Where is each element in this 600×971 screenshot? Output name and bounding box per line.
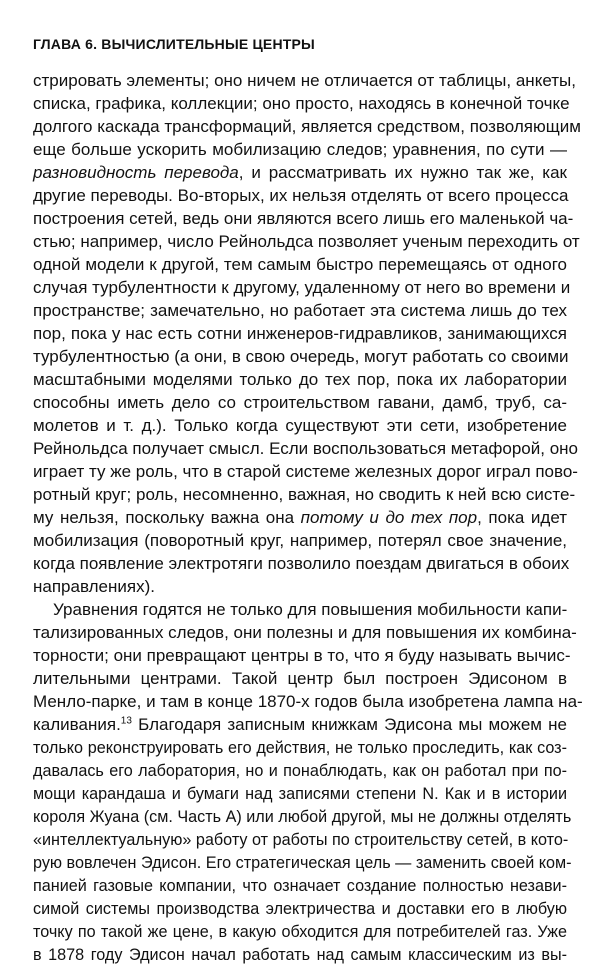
text-line: когда появление электротяги позволило поездам двигаться в обоих [33,554,570,573]
text-line: только реконструировать его действия, не только проследить, как соз- [33,739,567,757]
text-span: му нельзя, поскольку важна она [33,508,301,527]
text-line [33,714,567,736]
text-line: пор, пока у нас есть сотни инженеров-гидравликов, занимающихся [33,324,567,343]
text-line: масштабными моделями только до тех пор, пока их лаборатории [33,370,567,389]
text-line: случая турбулентности к другому, удаленному от него во времени и [33,278,571,297]
text-line: мощи карандаша и бумаги над записями степени N. Как и в истории [33,785,567,803]
text-line: лительными центрами. Такой центр был построен Эдисоном в [33,669,567,688]
italic-phrase: потому и до тех пор [300,508,478,527]
text-line: пространстве; замечательно, но работает эта система лишь до тех [33,301,567,320]
text-line: другие переводы. Во-вторых, их нельзя отделять от всего процесса [33,186,569,205]
text-line: в 1878 году Эдисон начал работать над самым классическим из вы- [33,946,567,964]
text-line: молетов и т. д.). Только когда существуют эти сети, изобретение [33,416,567,435]
text-line [33,162,567,184]
text-span: Благодаря записным книжкам Эдисона мы можем не [131,715,567,734]
text-line: короля Жуана (см. Часть А) или любой другой, мы не должны отделять [33,808,572,826]
text-span: , и рассматривать их нужно так же, как [238,163,567,182]
text-line: тализированных следов, они полезны и для повышения их комбина- [33,623,577,642]
text-line: точку по такой же цене, в какую обходится для потребителей газ. Уже [33,923,567,941]
text-line: торности; они превращают центры в то, что я буду называть вычис- [33,646,571,665]
text-line: Рейнольдса получает смысл. Если воспользоваться метафорой, оно [33,439,578,458]
text-line: Уравнения годятся не только для повышения мобильности капи- [53,600,568,619]
text-line: турбулентностью (а они, в свою очередь, могут работать со своими [33,347,569,366]
text-line: одной модели к другой, тем самым быстро перемещаясь от одного [33,255,567,274]
text-line: панией газовые компании, что означает создание полностью незави- [33,877,567,895]
text-line: способны иметь дело со строительством гавани, дамб, труб, са- [33,393,567,412]
text-line: стью; например, число Рейнольдса позволяет ученым переходить от [33,232,580,251]
text-line: мобилизация (поворотный круг, например, потерял свое значение, [33,531,567,550]
text-line: стрировать элементы; оно ничем не отличается от таблицы, анкеты, [33,71,576,90]
text-span: , пока идет [477,508,568,527]
italic-term: разновидность перевода [33,163,239,182]
text-line: списка, графика, коллекции; оно просто, находясь в конечной точке [33,94,570,113]
text-line: рую вовлечен Эдисон. Его стратегическая цель — заменить своей ком- [33,854,572,872]
text-line: долгого каскада трансформаций, является средством, позволяющим [33,117,581,136]
text-line: играет ту же роль, что в старой системе железных дорог играл пово- [33,462,578,481]
running-header: ГЛАВА 6. ВЫЧИСЛИТЕЛЬНЫЕ ЦЕНТРЫ [33,36,315,52]
text-span: каливания. [33,715,121,734]
text-line: давалась его лаборатория, но и понаблюдать, как он работал при по- [33,762,567,780]
text-line: ротный круг; роль, несомненно, важная, но сводить к ней всю систе- [33,485,576,504]
text-line: построения сетей, ведь они являются всего лишь его маленькой ча- [33,209,574,228]
footnote-marker: 13 [120,715,132,727]
text-line: Менло-парке, и там в конце 1870-х годов была изобретена лампа на- [33,692,583,711]
text-line: симой системы производства электричества и доставки его в любую [33,900,567,918]
text-line: еще больше ускорить мобилизацию следов; уравнения, по сути — [33,140,567,159]
text-line [33,507,567,529]
text-line: «интеллектуальную» работу от работы по строительству сетей, в кото- [33,831,569,849]
text-line: направлениях). [33,577,155,596]
